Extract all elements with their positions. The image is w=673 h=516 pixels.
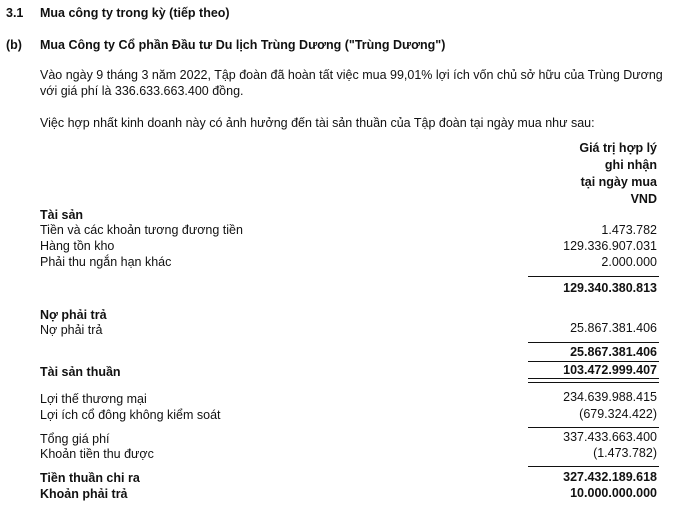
asset-row-label: Tiền và các khoản tương đương tiền	[40, 223, 243, 237]
section-number: 3.1	[6, 6, 24, 20]
divider	[528, 342, 659, 343]
section-title: Mua công ty trong kỳ (tiếp theo)	[40, 6, 230, 20]
double-underline	[528, 378, 659, 383]
total-cost-value: 337.433.663.400	[563, 430, 657, 444]
cash-received-label: Khoản tiền thu được	[40, 447, 154, 461]
net-assets-value: 103.472.999.407	[563, 363, 657, 377]
column-header-line-3: tại ngày mua	[580, 175, 657, 189]
divider	[528, 361, 659, 362]
total-cost-label: Tổng giá phí	[40, 432, 110, 446]
nci-value: (679.324.422)	[579, 407, 657, 421]
assets-heading: Tài sản	[40, 208, 84, 222]
paragraph-1-line-2: với giá phí là 336.633.663.400 đồng.	[40, 84, 244, 98]
assets-total: 129.340.380.813	[563, 281, 657, 295]
payable-label: Khoản phải trả	[40, 487, 128, 501]
net-cash-value: 327.432.189.618	[563, 470, 657, 484]
asset-row-value: 1.473.782	[601, 223, 657, 237]
column-header	[579, 140, 657, 208]
net-cash-label: Tiền thuần chi ra	[40, 471, 140, 485]
column-header-line-2: ghi nhận	[604, 158, 657, 172]
cash-received-value: (1.473.782)	[593, 446, 657, 460]
paragraph-1-line-1: Vào ngày 9 tháng 3 năm 2022, Tập đoàn đã hoàn tất việc mua 99,01% lợi ích vốn chủ sở hữu của Trùng Dương	[40, 68, 663, 82]
asset-row-value: 2.000.000	[601, 255, 657, 269]
goodwill-value: 234.639.988.415	[563, 390, 657, 404]
liabilities-total: 25.867.381.406	[570, 345, 657, 359]
goodwill-label: Lợi thế thương mại	[40, 392, 147, 406]
paragraph-2: Việc hợp nhất kinh doanh này có ảnh hưởng đến tài sản thuần của Tập đoàn tại ngày mua như sau:	[40, 116, 595, 130]
asset-row-value: 129.336.907.031	[563, 239, 657, 253]
column-header-line-1: Giá trị hợp lý	[579, 141, 657, 155]
payable-value: 10.000.000.000	[570, 486, 657, 500]
liability-row-value: 25.867.381.406	[570, 321, 657, 335]
column-header-line-4: VND	[630, 192, 657, 206]
divider	[528, 466, 659, 467]
subsection-title: Mua Công ty Cổ phần Đầu tư Du lịch Trùng Dương ("Trùng Dương")	[40, 38, 446, 52]
nci-label: Lợi ích cổ đông không kiểm soát	[40, 408, 221, 422]
divider	[528, 276, 659, 277]
asset-row-label: Hàng tồn kho	[40, 239, 115, 253]
net-assets-label: Tài sản thuần	[40, 365, 121, 379]
liability-row-label: Nợ phải trả	[40, 323, 103, 337]
divider	[528, 427, 659, 428]
liabilities-heading: Nợ phải trả	[40, 308, 107, 322]
asset-row-label: Phải thu ngắn hạn khác	[40, 255, 172, 269]
subsection-letter: (b)	[6, 38, 22, 52]
